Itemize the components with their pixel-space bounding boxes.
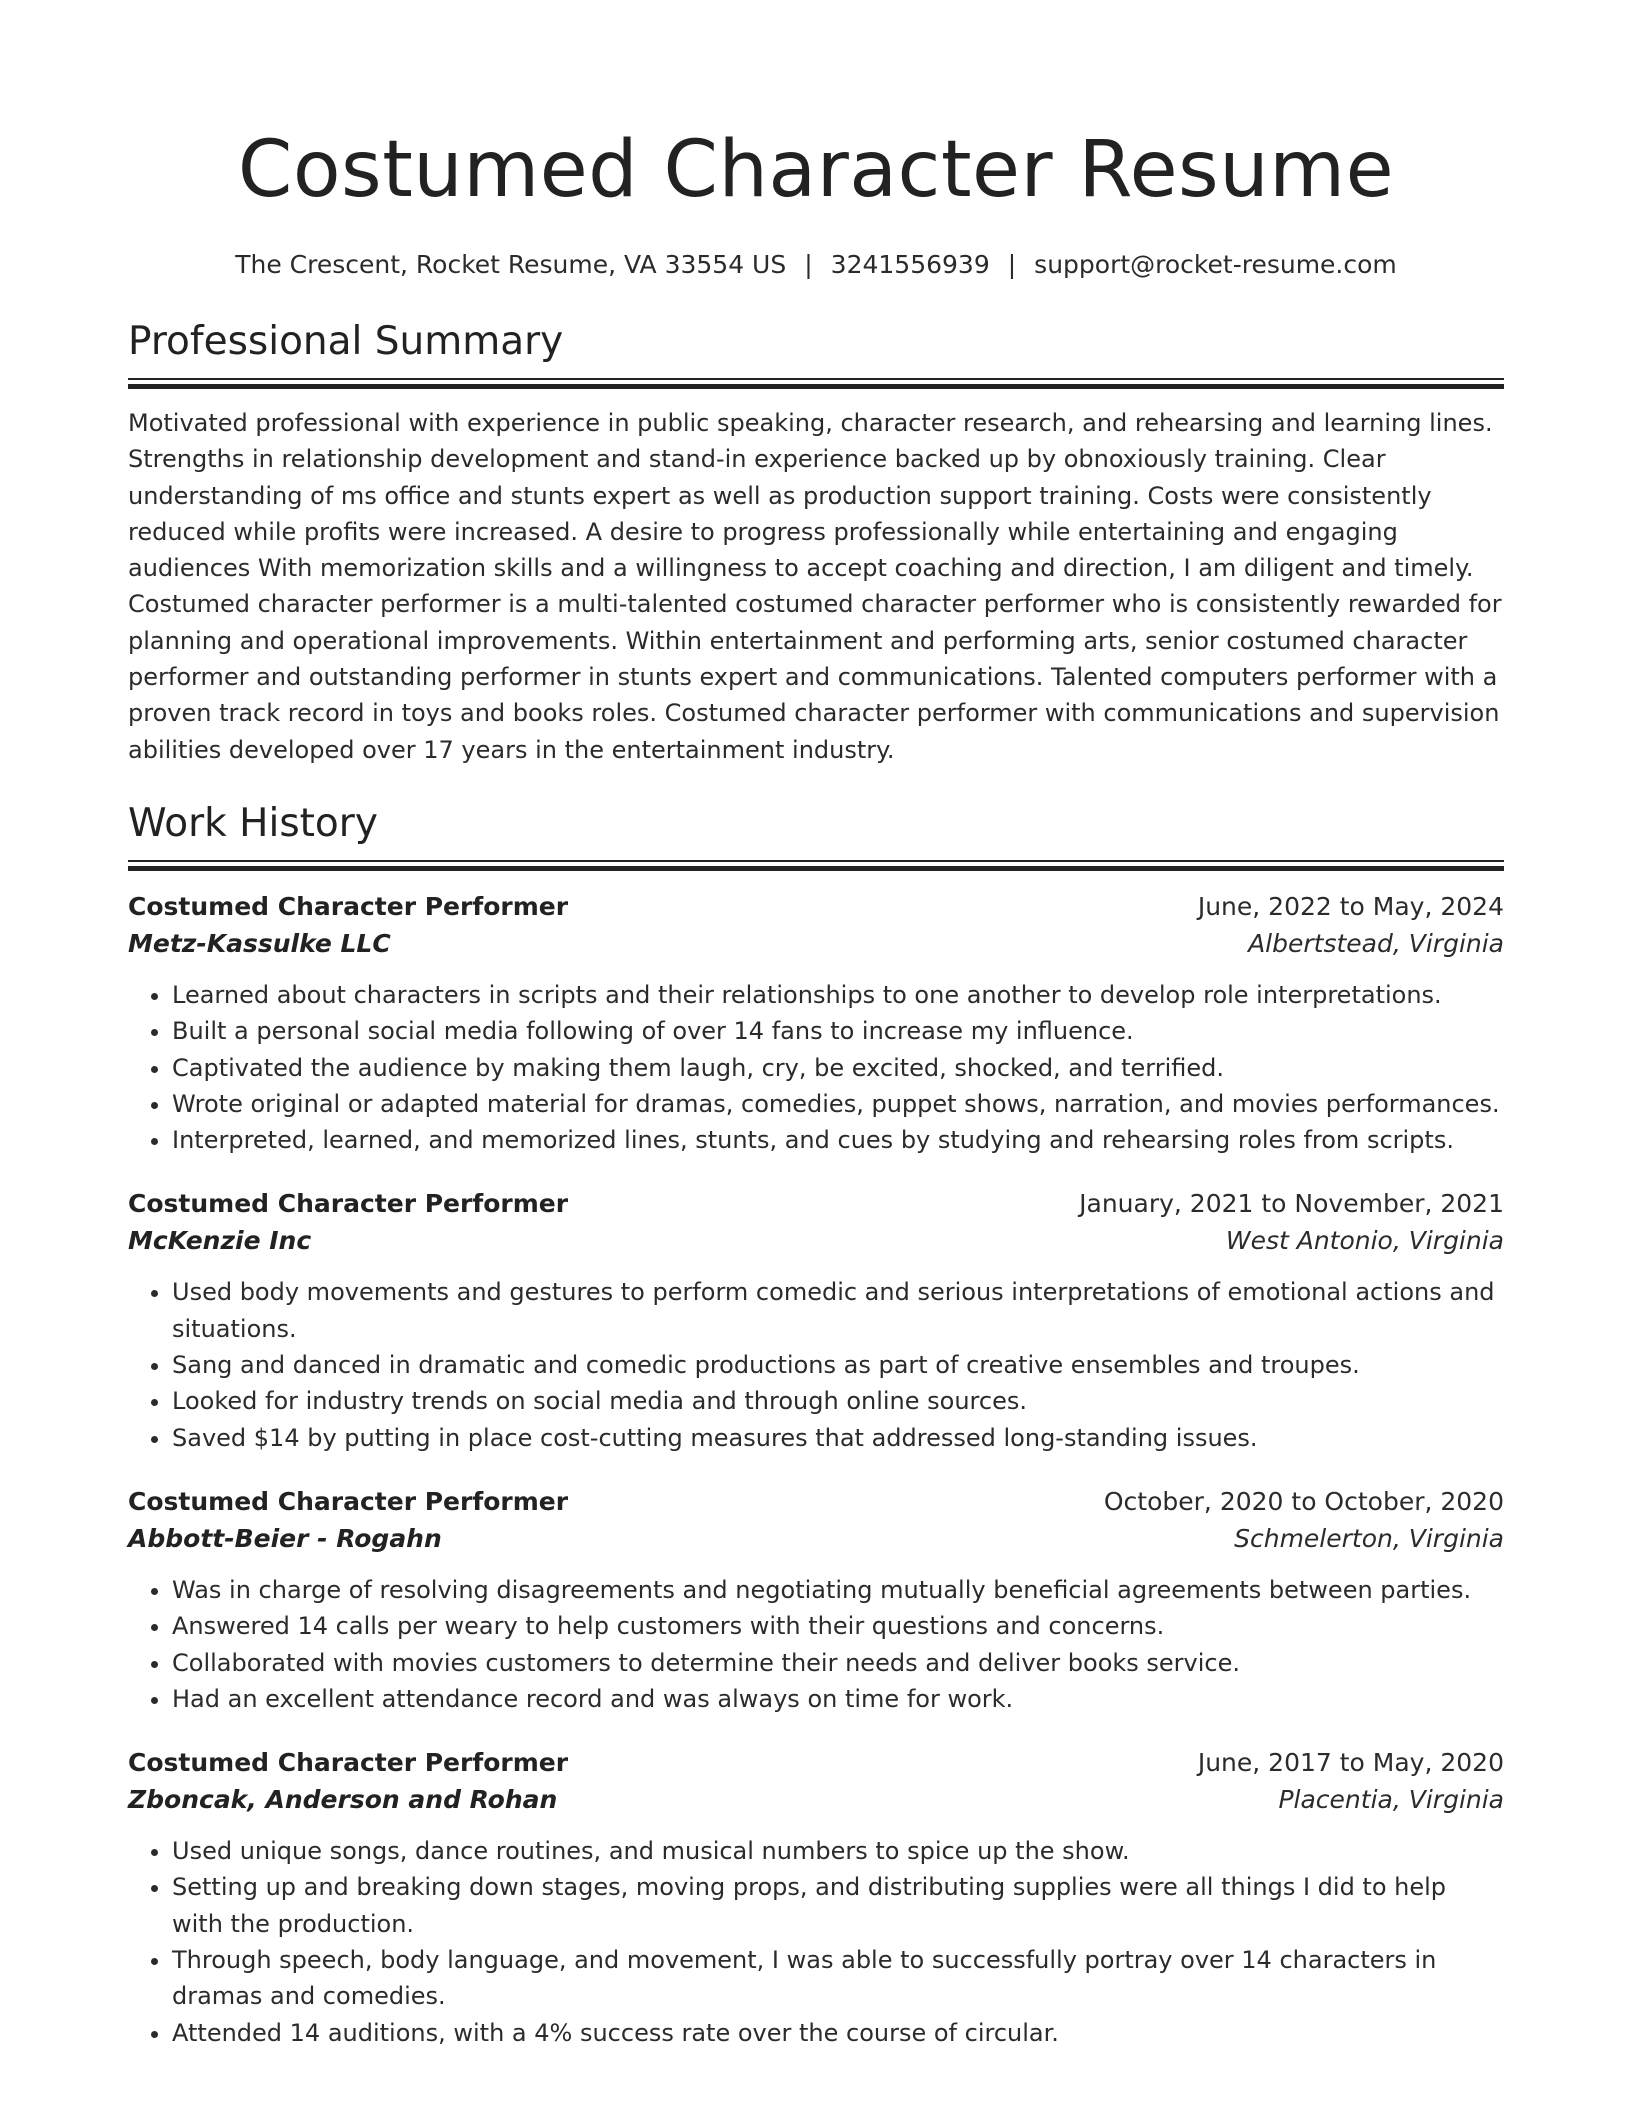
job-company: McKenzie Inc: [128, 1226, 312, 1256]
job-entry: [128, 1745, 1504, 2051]
job-bullet: • Had an excellent attendance record and was always on time for work.: [172, 1681, 1504, 1717]
job-dates: January, 2021 to November, 2021: [1079, 1189, 1504, 1219]
work-history-section: [128, 798, 1504, 2051]
job-bullet: • Captivated the audience by making them laugh, cry, be excited, shocked, and terrified.: [172, 1050, 1504, 1086]
job-location: Placentia, Virginia: [1278, 1785, 1504, 1815]
job-dates: October, 2020 to October, 2020: [1103, 1486, 1504, 1516]
contact-address: The Crescent, Rocket Resume, VA 33554 US: [235, 250, 787, 279]
job-bullet: • Used body movements and gestures to perform comedic and serious interpretations of emotional actions and situations.: [172, 1274, 1504, 1347]
job-dates: June, 2017 to May, 2020: [1197, 1748, 1504, 1778]
contact-phone: 3241556939: [830, 250, 990, 279]
job-title: Costumed Character Performer: [128, 1189, 569, 1219]
professional-summary-section: [128, 316, 1504, 768]
job-bullets: [128, 1572, 1504, 1717]
job-bullet: • Built a personal social media following of over 14 fans to increase my influence.: [172, 1013, 1504, 1049]
job-title: Costumed Character Performer: [128, 891, 569, 921]
section-heading-work: Work History: [128, 800, 378, 846]
job-entry: [128, 889, 1504, 1158]
job-company: Metz-Kassulke LLC: [128, 928, 391, 958]
job-bullet: • Setting up and breaking down stages, moving props, and distributing supplies were all things I did to help with the production.: [172, 1869, 1504, 1942]
job-bullets: [128, 1274, 1504, 1455]
section-heading-summary: Professional Summary: [128, 319, 564, 364]
job-bullet: • Used unique songs, dance routines, and musical numbers to spice up the show.: [172, 1833, 1504, 1869]
contact-separator: |: [1007, 250, 1017, 279]
job-location: West Antonio, Virginia: [1225, 1226, 1504, 1256]
resume-title: Costumed Character Resume: [237, 125, 1395, 215]
job-title: Costumed Character Performer: [128, 1486, 569, 1516]
job-bullet: • Through speech, body language, and movement, I was able to successfully portray over 14 characters in dramas and comedies.: [172, 1942, 1504, 2015]
job-entry: [128, 1484, 1504, 1717]
summary-text: Motivated professional with experience in public speaking, character research, and rehearsing and learning lines. Strengths in relationship development and stand-in experience backed up by obnoxiously training. Clear understanding of ms office and stunts expert as well as production support training. Costs were consistently reduced while profits were increased. A desire to progress professionally while entertaining and engaging audiences With memorization skills and a willingness to accept coaching and direction, I am diligent and timely. Costumed character performer is a multi-talented costumed character performer who is consistently rewarded for planning and operational improvements. Within entertainment and performing arts, senior costumed character performer and outstanding performer in stunts expert and communications. Talented computers performer with a proven track record in toys and books roles. Costumed character performer with communications and supervision abilities developed over 17 years in the entertainment industry.: [128, 409, 1502, 764]
job-company: Abbott-Beier - Rogahn: [128, 1523, 442, 1553]
job-bullet: • Wrote original or adapted material for dramas, comedies, puppet shows, narration, and movies performances.: [172, 1086, 1504, 1122]
job-company: Zboncak, Anderson and Rohan: [128, 1785, 558, 1815]
job-bullet: • Collaborated with movies customers to determine their needs and deliver books service.: [172, 1645, 1504, 1681]
job-bullets: [128, 1833, 1504, 2051]
job-bullet: • Learned about characters in scripts and their relationships to one another to develop role interpretations.: [172, 977, 1504, 1013]
job-location: Schmelerton, Virginia: [1234, 1523, 1504, 1553]
job-bullet: • Answered 14 calls per weary to help customers with their questions and concerns.: [172, 1608, 1504, 1644]
job-entry: [128, 1186, 1504, 1455]
job-bullet: • Sang and danced in dramatic and comedic productions as part of creative ensembles and troupes.: [172, 1347, 1504, 1383]
job-dates: June, 2022 to May, 2024: [1197, 891, 1504, 921]
job-bullet: • Looked for industry trends on social media and through online sources.: [172, 1383, 1504, 1419]
section-divider: [128, 860, 1504, 871]
job-title: Costumed Character Performer: [128, 1748, 569, 1778]
job-bullet: • Was in charge of resolving disagreements and negotiating mutually beneficial agreements between parties.: [172, 1572, 1504, 1608]
job-bullet: • Interpreted, learned, and memorized lines, stunts, and cues by studying and rehearsing roles from scripts.: [172, 1122, 1504, 1158]
contact-line: [128, 248, 1504, 282]
job-location: Albertstead, Virginia: [1248, 928, 1504, 958]
job-bullet: • Saved $14 by putting in place cost-cutting measures that addressed long-standing issues.: [172, 1420, 1504, 1456]
contact-email[interactable]: support@rocket-resume.com: [1034, 250, 1397, 279]
job-bullet: • Attended 14 auditions, with a 4% success rate over the course of circular.: [172, 2015, 1504, 2051]
section-divider: [128, 378, 1504, 389]
contact-separator: |: [804, 250, 813, 279]
job-bullets: [128, 977, 1504, 1158]
